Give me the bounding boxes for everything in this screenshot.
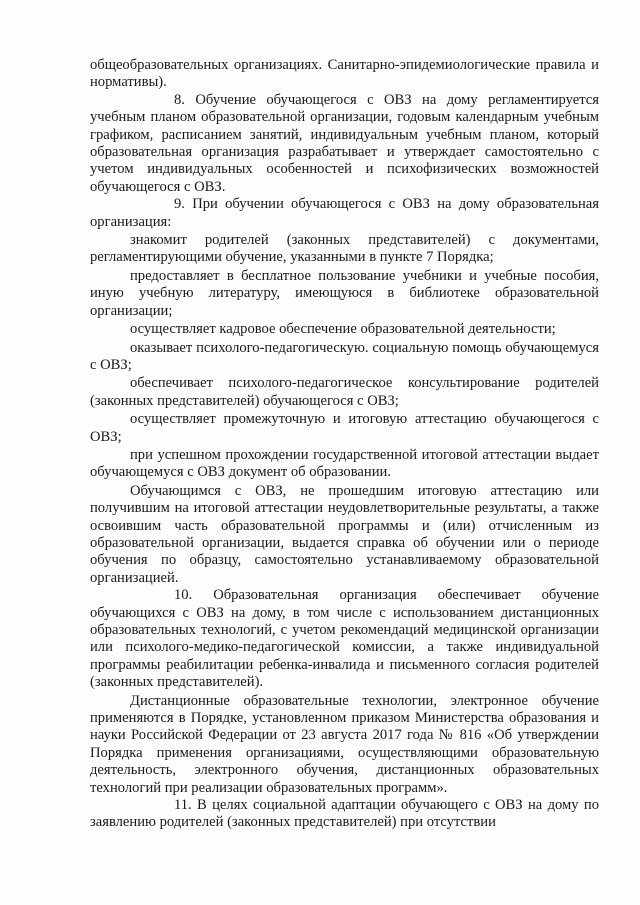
clause-9-item: осуществляет кадровое обеспечение образовательной деятельности; [130, 321, 556, 338]
clause-11-number: 11. [174, 797, 192, 814]
clause-9-item: оказывает психолого-педагогическую. социальную помощь обучающемуся с ОВЗ; [90, 339, 599, 373]
clause-9-number: 9. [174, 196, 185, 213]
clause-10-extra-paragraph: Дистанционные образовательные технологии, электронное обучение применяются в Порядке, установленном приказом Министерства образования и науки Российской Федерации от 23 августа 2017 года № 816 «Об утверждении Порядка применения организациями, осуществляющими образовательную деятельность, электронного обучения, дистанционных образовательных технологий при реализации образовательных программ». [90, 692, 599, 796]
document-body [90, 57, 599, 832]
clause-11 [90, 797, 599, 832]
clause-8-number: 8. [174, 91, 185, 108]
clause-10-text: Образовательная организация обеспечивает обучение обучающихся с ОВЗ на дому, в том числе с использованием дистанционных образовательных технологий, с учетом рекомендаций медицинской организации или психолого-медико-педагогической комиссии, а также индивидуальной программы реабилитации ребенка-инвалида и письменного согласия родителей (законных представителей). [90, 587, 599, 691]
clause-9-item: предоставляет в бесплатное пользование учебники и учебные пособия, иную учебную литературу, имеющуюся в библиотеке образовательной организации; [90, 267, 599, 319]
clause-9-extra-paragraph: Обучающимся с ОВЗ, не прошедшим итоговую аттестацию или получившим на итоговой аттестации неудовлетворительные результаты, а также освоившим часть образовательной программы и (или) отчисленным из образовательной организации, выдается справка об обучении или о периоде обучения по образцу, самостоятельно устанавливаемому образовательной организацией. [90, 482, 599, 586]
clause-9-item: знакомит родителей (законных представителей) с документами, регламентирующими обучение, указанными в пункте 7 Порядка; [90, 232, 599, 266]
clause-10 [90, 587, 599, 691]
clause-11-text: В целях социальной адаптации обучающего с ОВЗ на дому по заявлению родителей (законных представителей) при отсутствии [90, 797, 599, 831]
clause-10-number: 10. [174, 587, 193, 604]
clause-9-item: обеспечивает психолого-педагогическое консультирование родителей (законных представителей) обучающегося с ОВЗ; [90, 375, 599, 409]
clause-9-item: при успешном прохождении государственной итоговой аттестации выдает обучающемуся с ОВЗ документ об образовании. [90, 446, 599, 481]
intro-paragraph: общеобразовательных организациях. Санитарно-эпидемиологические правила и нормативы). [90, 57, 599, 91]
clause-9 [90, 196, 599, 231]
clause-8-text: Обучение обучающегося с ОВЗ на дому регламентируется учебным планом образовательной организации, годовым календарным учебным графиком, расписанием занятий, индивидуальным учебным планом, который образовательная организация разрабатывает и утверждает самостоятельно с учетом индивидуальных особенностей и психофизических возможностей обучающегося с ОВЗ. [90, 91, 599, 195]
clause-8 [90, 92, 599, 196]
clause-9-text: При обучении обучающегося с ОВЗ на дому образовательная организация: [90, 196, 599, 230]
clause-9-item: осуществляет промежуточную и итоговую аттестацию обучающегося с ОВЗ; [90, 411, 599, 445]
